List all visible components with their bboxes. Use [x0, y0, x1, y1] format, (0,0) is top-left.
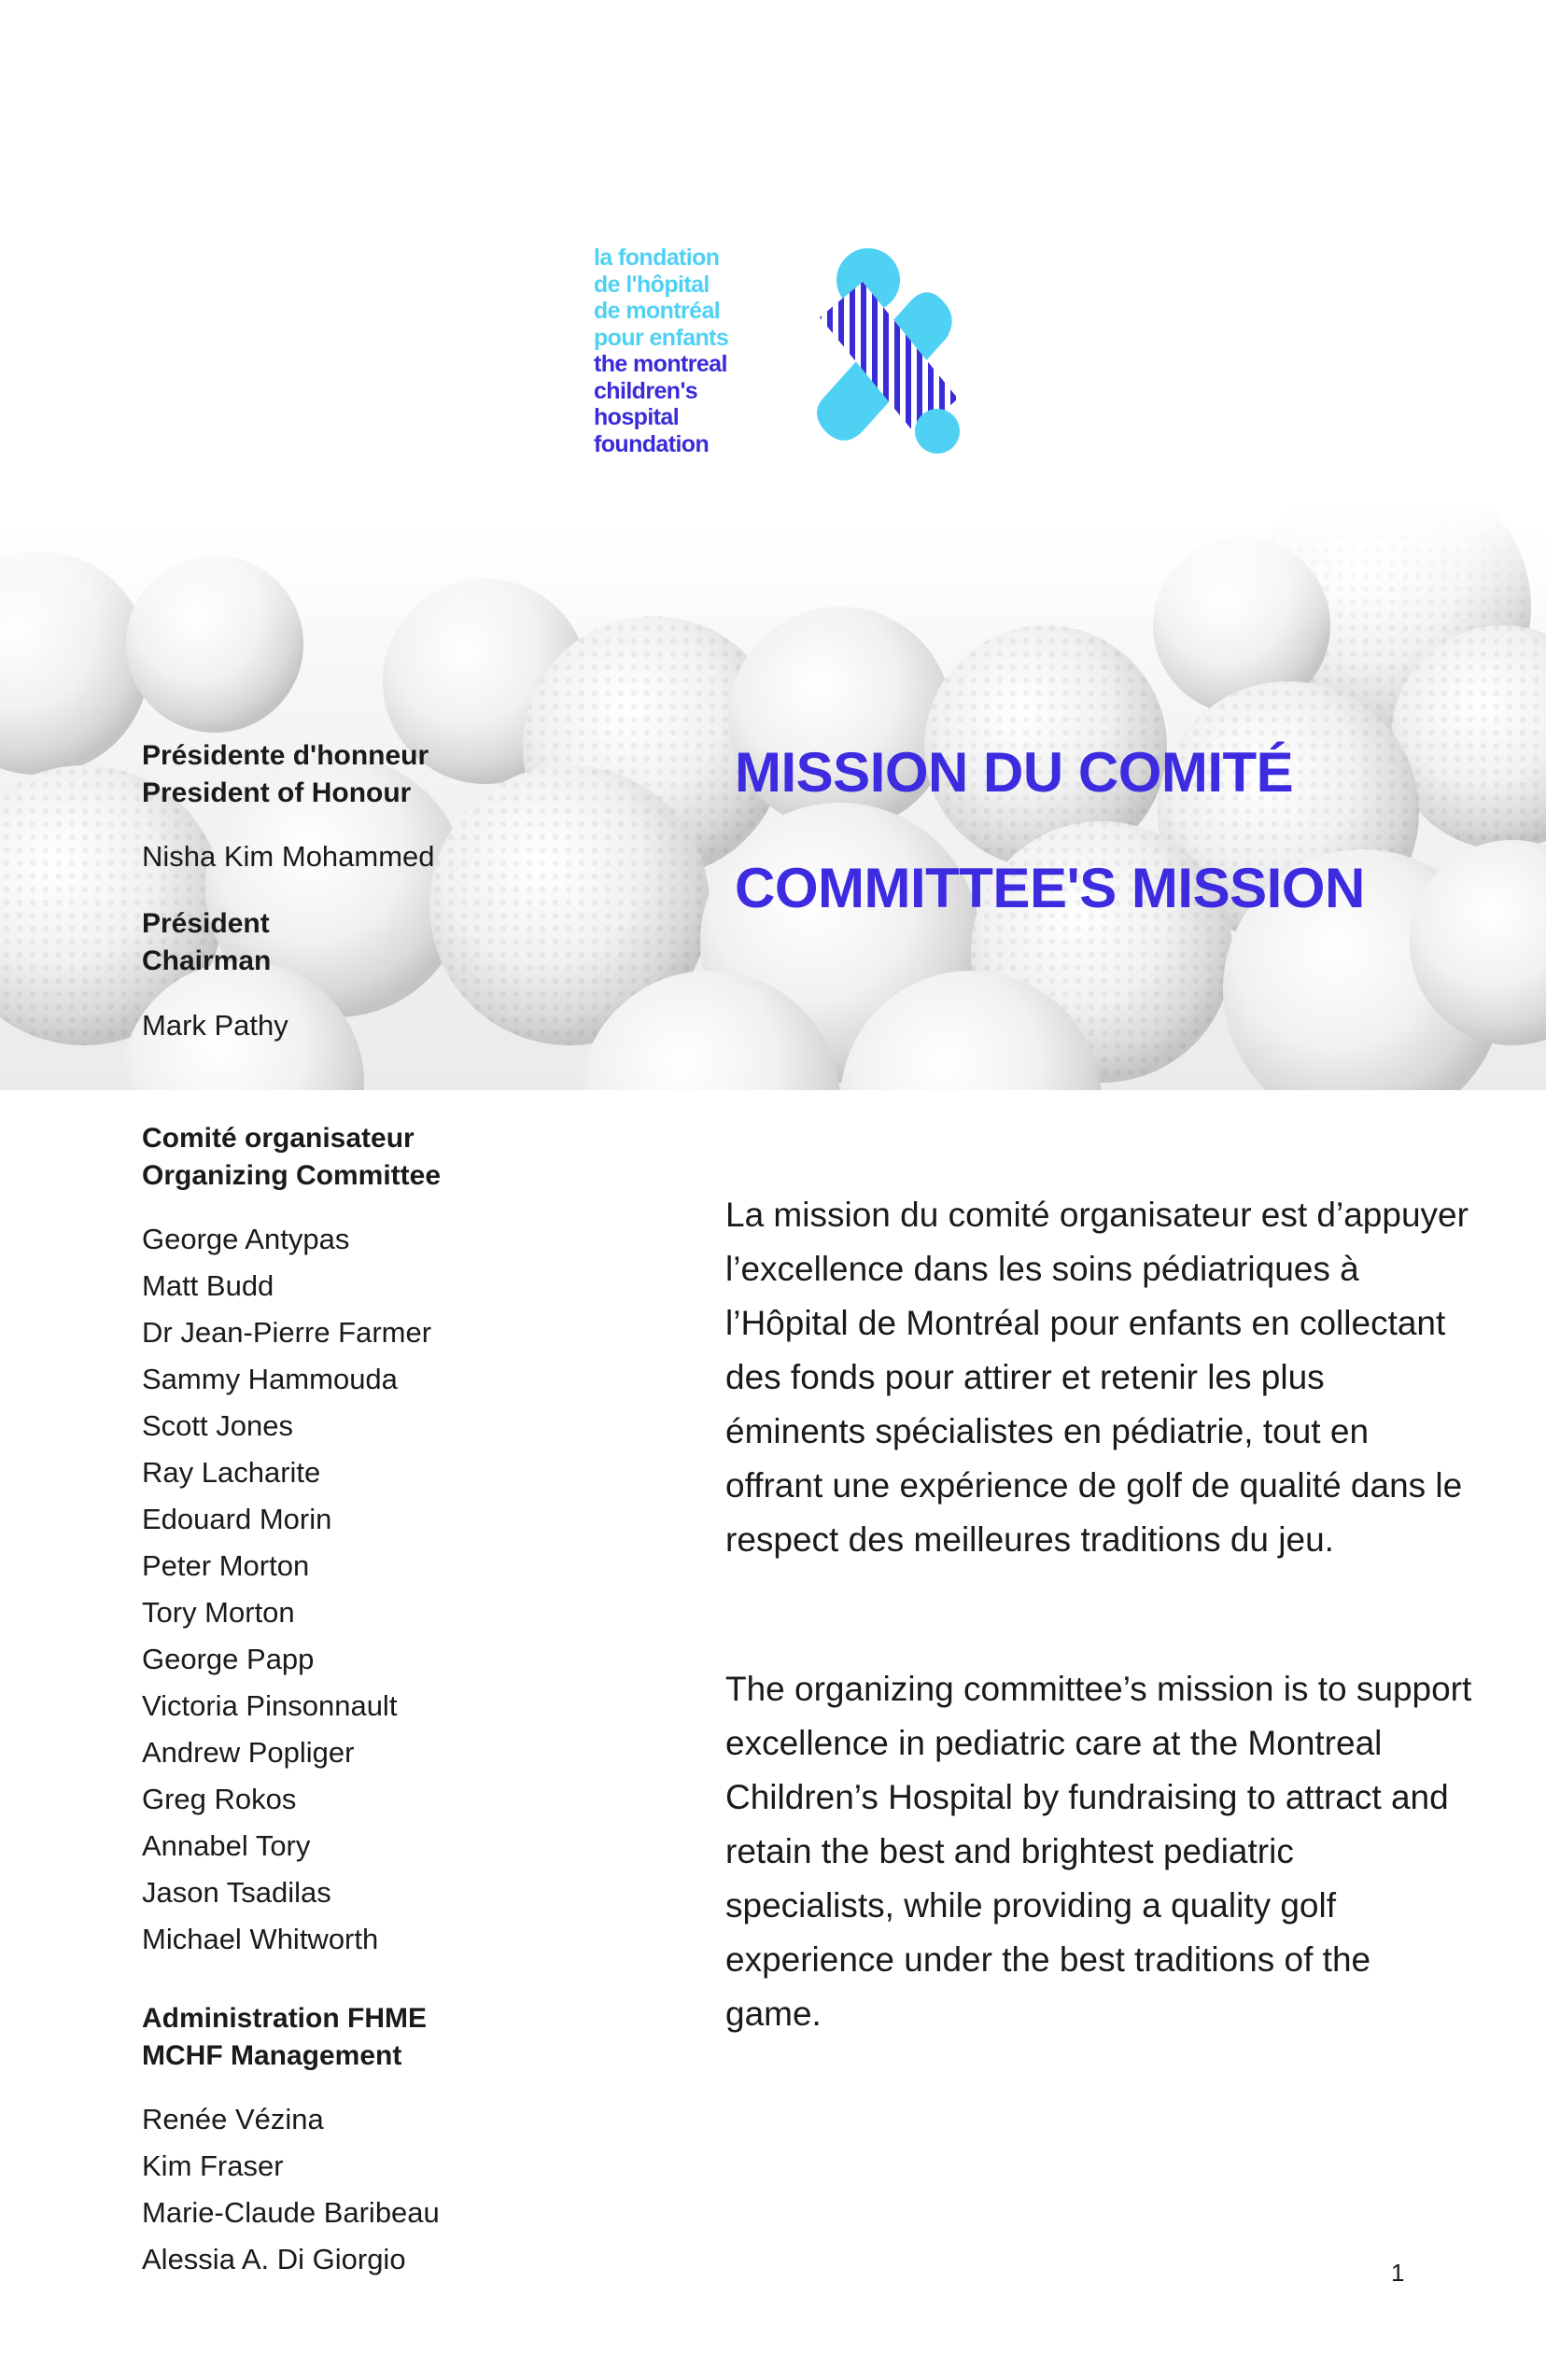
list-item: Andrew Popliger	[142, 1736, 355, 1769]
logo-fr-line: de montréal	[594, 298, 721, 324]
list-item: Sammy Hammouda	[142, 1363, 398, 1395]
child-cross-logo-icon	[797, 245, 961, 464]
honour-heading-fr: Présidente d'honneur	[142, 740, 429, 771]
list-item: George Antypas	[142, 1223, 350, 1255]
organizing-section	[142, 1120, 441, 1195]
management-heading-en: MCHF Management	[142, 2040, 402, 2071]
honour-name-block	[142, 838, 435, 875]
organizing-heading-fr: Comité organisateur	[142, 1123, 415, 1154]
list-item: Alessia A. Di Giorgio	[142, 2243, 406, 2275]
logo-en-line: children's	[594, 377, 698, 404]
logo-fr-line: la fondation	[594, 245, 720, 271]
list-item: Matt Budd	[142, 1269, 274, 1302]
list-item: Jason Tsadilas	[142, 1876, 331, 1909]
logo-fr-line: pour enfants	[594, 324, 729, 351]
chair-heading-fr: Président	[142, 908, 270, 939]
mission-title-en: COMMITTEE'S MISSION	[735, 857, 1365, 919]
logo-en-line: the montreal	[594, 351, 727, 377]
list-item: Renée Vézina	[142, 2103, 324, 2135]
honour-section	[142, 737, 429, 812]
list-item: Annabel Tory	[142, 1829, 311, 1862]
organizing-heading-en: Organizing Committee	[142, 1160, 442, 1191]
list-item: George Papp	[142, 1643, 315, 1675]
list-item: Kim Fraser	[142, 2149, 284, 2182]
list-item: Greg Rokos	[142, 1783, 297, 1815]
organizing-members	[142, 1216, 431, 1963]
list-item: Marie-Claude Baribeau	[142, 2196, 440, 2229]
mission-paragraph-fr: La mission du comité organisateur est d’appuyer l’excellence dans les soins pédiatriques à l’Hôpital de Montréal pour enfants en collectant des fonds pour attirer et retenir les plus éminents spécialistes en pédiatrie, tout en offrant une expérience de golf de qualité dans le respect des meilleures traditions du jeu.	[725, 1196, 1469, 1559]
honour-name: Nisha Kim Mohammed	[142, 840, 435, 873]
chair-heading-en: Chairman	[142, 945, 272, 976]
foundation-logo	[594, 245, 986, 469]
mission-paragraph-en: The organizing committee’s mission is to support excellence in pediatric care at the Montreal Children’s Hospital by fundraising to attract and retain the best and brightest pediatric specialists, while providing a quality golf experience under the best traditions of the game.	[725, 1670, 1472, 2033]
chair-name: Mark Pathy	[142, 1009, 288, 1042]
logo-fr-line: de l'hôpital	[594, 271, 710, 298]
list-item: Tory Morton	[142, 1596, 295, 1629]
logo-en-line: foundation	[594, 430, 710, 457]
list-item: Dr Jean-Pierre Farmer	[142, 1316, 432, 1349]
chair-section	[142, 905, 271, 980]
management-section	[142, 2000, 427, 2075]
list-item: Victoria Pinsonnault	[142, 1689, 398, 1722]
page-number: 1	[1391, 2259, 1405, 2287]
list-item: Peter Morton	[142, 1549, 310, 1582]
banner-top-fade	[0, 504, 1546, 635]
management-heading-fr: Administration FHME	[142, 2003, 427, 2034]
list-item: Scott Jones	[142, 1409, 293, 1442]
logo-wordmark	[594, 245, 728, 457]
management-members	[142, 2096, 440, 2283]
list-item: Edouard Morin	[142, 1503, 332, 1535]
chair-name-block	[142, 1007, 288, 1044]
honour-heading-en: President of Honour	[142, 777, 412, 808]
list-item: Ray Lacharite	[142, 1456, 321, 1489]
list-item: Michael Whitworth	[142, 1923, 379, 1955]
logo-en-line: hospital	[594, 404, 680, 430]
mission-title-fr: MISSION DU COMITÉ	[735, 741, 1294, 804]
